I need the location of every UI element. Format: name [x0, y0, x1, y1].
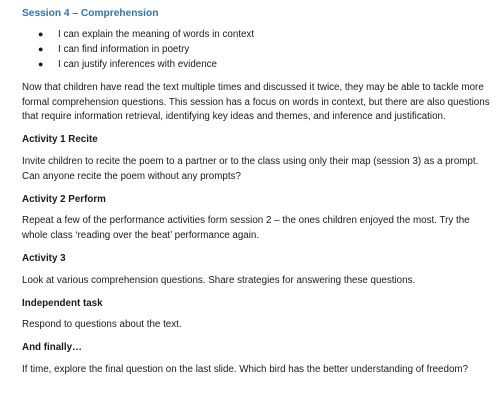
activity-heading: And finally…: [22, 342, 82, 354]
outcome-item: [22, 57, 492, 72]
activity-text: Invite children to recite the poem to a partner or to the class using only their map (session 3) as a prompt. Can anyone recite the poem without any prompts?: [22, 155, 479, 182]
activity-heading: Activity 1 Recite: [22, 134, 98, 146]
activity-text: Respond to questions about the text.: [22, 319, 182, 331]
session-title: Session 4 – Comprehension: [22, 8, 159, 19]
activity-text: Look at various comprehension questions. Share strategies for answering these questions.: [22, 274, 416, 286]
document-page: [22, 7, 492, 386]
activity-heading: Activity 3: [22, 252, 66, 264]
bullet-icon: ●: [38, 43, 44, 54]
activity-text: If time, explore the final question on the last slide. Which bird has the better understanding of freedom?: [22, 363, 469, 375]
bullet-icon: ●: [38, 28, 44, 39]
learning-outcomes-list: [22, 27, 492, 72]
activity-text: Repeat a few of the performance activities form session 2 – the ones children enjoyed the most. Try the whole class ‘reading over the beat’ performance again.: [22, 215, 470, 242]
outcome-text: I can find information in poetry: [58, 43, 190, 55]
outcome-text: I can justify inferences with evidence: [58, 58, 218, 70]
intro-paragraph: Now that children have read the text multiple times and discussed it twice, they may be able to tackle more formal comprehension questions. This session has a focus on words in context, but there are also questions that require information retrieval, identifying key ideas and themes, and inference and justification.: [22, 81, 490, 123]
outcome-item: [22, 42, 492, 57]
activity-heading: Independent task: [22, 297, 103, 309]
bullet-icon: ●: [38, 58, 44, 69]
activity-heading: Activity 2 Perform: [22, 193, 106, 205]
outcome-text: I can explain the meaning of words in context: [58, 28, 255, 40]
outcome-item: [22, 27, 492, 42]
